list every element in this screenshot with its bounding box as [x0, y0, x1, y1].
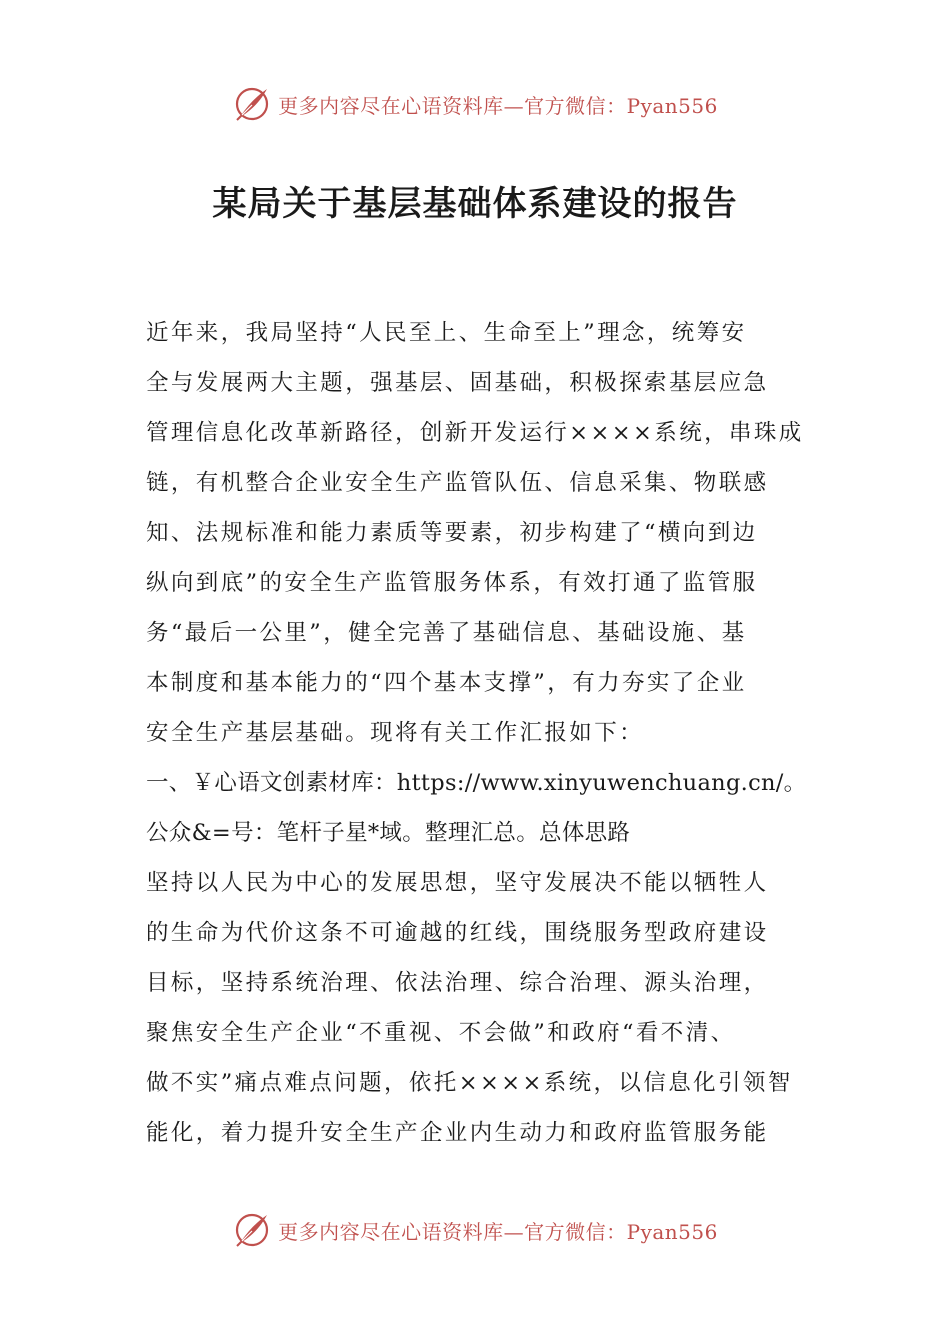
quill-pen-logo-icon [232, 84, 272, 124]
body-line: 坚持以人民为中心的发展思想，坚守发展决不能以牺牲人 [146, 870, 769, 896]
page-title: 某局关于基层基础体系建设的报告 [212, 184, 738, 224]
body-line: 全与发展两大主题，强基层、固基础，积极探索基层应急 [146, 370, 769, 396]
footer-banner-text: 更多内容尽在心语资料库—官方微信：Pyan556 [278, 1219, 718, 1244]
body-line: 管理信息化改革新路径，创新开发运行××××系统，串珠成 [146, 420, 804, 446]
body-line: 聚焦安全生产企业“不重视、不会做”和政府“看不清、 [146, 1020, 736, 1046]
body-line: 安全生产基层基础。现将有关工作汇报如下： [146, 720, 645, 746]
body-line: 本制度和基本能力的“四个基本支撑”，有力夯实了企业 [146, 670, 747, 696]
footer-banner [0, 1210, 950, 1250]
header-banner-text: 更多内容尽在心语资料库—官方微信：Pyan556 [278, 93, 718, 118]
body-line: 近年来，我局坚持“人民至上、生命至上”理念，统筹安 [146, 320, 747, 346]
body-line: 目标，坚持系统治理、依法治理、综合治理、源头治理， [146, 970, 769, 996]
section-heading-line: 一、￥心语文创素材库：https://www.xinyuwenchuang.cn/。 [146, 770, 806, 796]
body-line: 务“最后一公里”，健全完善了基础信息、基础设施、基 [146, 620, 747, 646]
body-line: 知、法规标准和能力素质等要素，初步构建了“横向到边 [146, 520, 758, 546]
body-line: 的生命为代价这条不可逾越的红线，围绕服务型政府建设 [146, 920, 769, 946]
report-body [146, 308, 806, 1158]
body-line: 链，有机整合企业安全生产监管队伍、信息采集、物联感 [146, 470, 769, 496]
body-line: 能化，着力提升安全生产企业内生动力和政府监管服务能 [146, 1120, 769, 1146]
quill-pen-logo-icon [232, 1210, 272, 1250]
body-line: 做不实”痛点难点问题，依托××××系统，以信息化引领智 [146, 1070, 793, 1096]
body-line: 纵向到底”的安全生产监管服务体系，有效打通了监管服 [146, 570, 758, 596]
header-banner [0, 84, 950, 124]
body-line: 公众&=号：笔杆子星*域。整理汇总。总体思路 [146, 820, 631, 846]
